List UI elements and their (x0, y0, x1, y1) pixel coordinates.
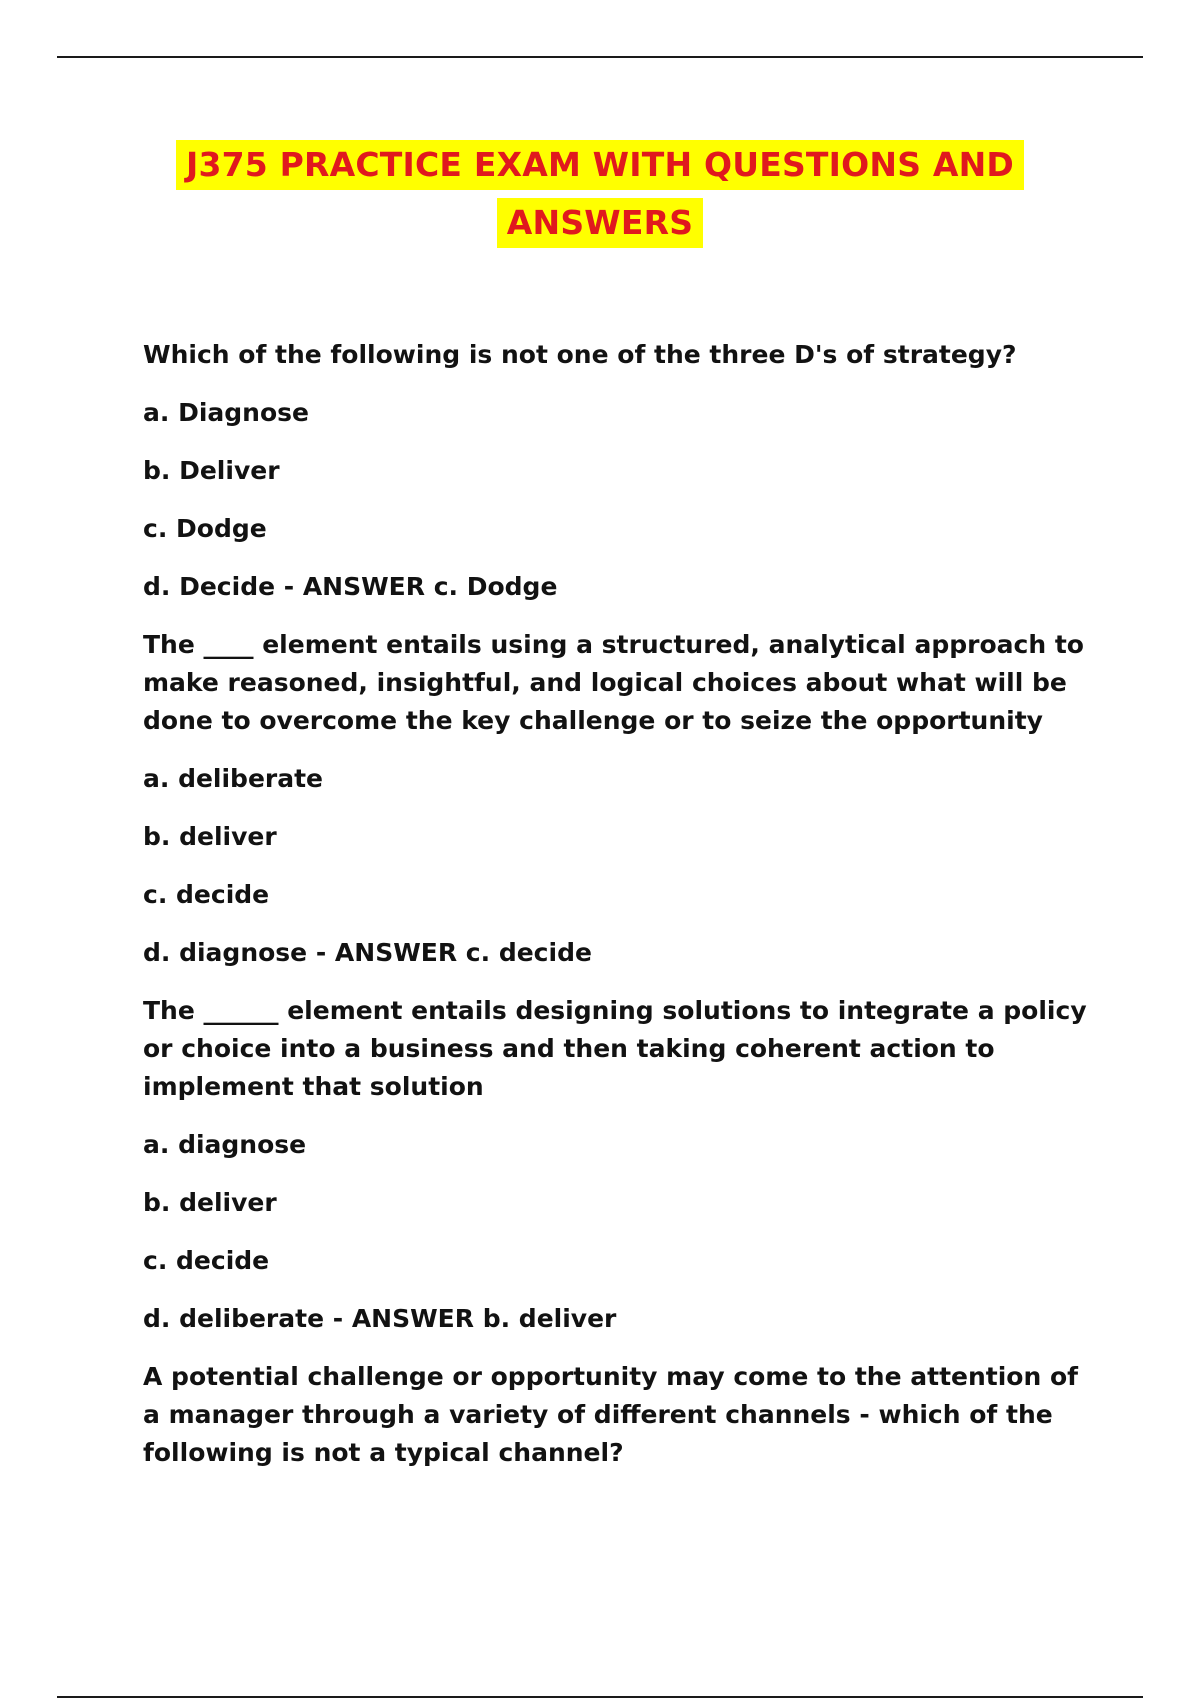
title-line-2: ANSWERS (497, 198, 703, 248)
footer-rule (57, 1696, 1143, 1698)
question-1-option-d-answer: d. Decide - ANSWER c. Dodge (143, 572, 558, 601)
question-2-option-d-answer: d. diagnose - ANSWER c. decide (143, 938, 592, 967)
title-line-1: J375 PRACTICE EXAM WITH QUESTIONS AND (176, 140, 1024, 190)
question-3: The ______ element entails designing solutions to integrate a policy or choice into a business and then taking coherent action to implement that solution (143, 996, 1087, 1101)
question-4: A potential challenge or opportunity may come to the attention of a manager through a variety of different channels - which of the following is not a typical channel? (143, 1362, 1079, 1467)
question-1-option-c: c. Dodge (143, 514, 267, 543)
question-3-option-b: b. deliver (143, 1188, 277, 1217)
document-body (143, 336, 1103, 1492)
question-1: Which of the following is not one of the three D's of strategy? (143, 340, 1017, 369)
question-2-option-b: b. deliver (143, 822, 277, 851)
document-title (0, 140, 1200, 248)
question-2: The ____ element entails using a structured, analytical approach to make reasoned, insightful, and logical choices about what will be done to overcome the key challenge or to seize the opportunity (143, 630, 1084, 735)
question-3-option-c: c. decide (143, 1246, 270, 1275)
question-3-option-d-answer: d. deliberate - ANSWER b. deliver (143, 1304, 617, 1333)
question-3-option-a: a. diagnose (143, 1130, 307, 1159)
question-2-option-c: c. decide (143, 880, 270, 909)
question-1-option-b: b. Deliver (143, 456, 280, 485)
header-rule (57, 56, 1143, 58)
question-2-option-a: a. deliberate (143, 764, 324, 793)
question-1-option-a: a. Diagnose (143, 398, 309, 427)
